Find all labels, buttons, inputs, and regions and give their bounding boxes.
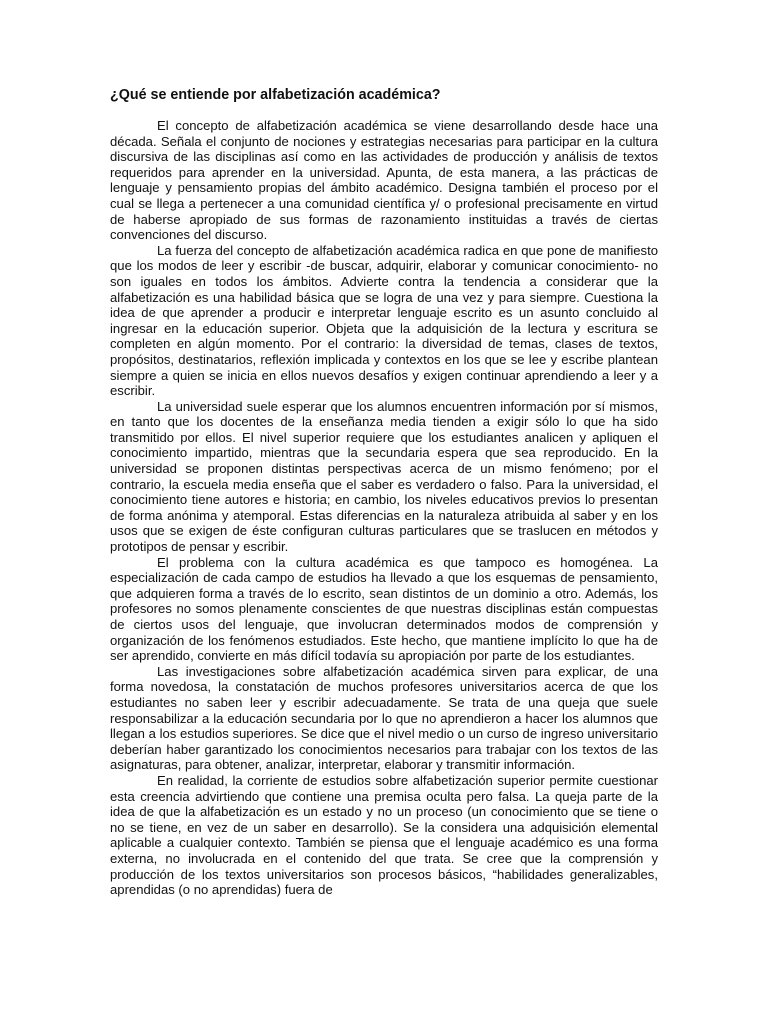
paragraph: Las investigaciones sobre alfabetización académica sirven para explicar, de una forma novedosa, la constatación de muchos profesores universitarios acerca de que los estudiantes no saben leer y escribir adecuadamente. Se trata de una queja que suele responsabilizar a la educación secundaria por lo que no aprendieron a hacer los alumnos que llegan a los estudios superiores. Se dice que el nivel medio o un curso de ingreso universitario deberían haber garantizado los conocimientos necesarios para trabajar con los textos de las asignaturas, para obtener, analizar, interpretar, elaborar y transmitir información.	[110, 663, 658, 773]
paragraph: La fuerza del concepto de alfabetización académica radica en que pone de manifiesto que los modos de leer y escribir -de buscar, adquirir, elaborar y comunicar conocimiento- no son iguales en todos los ámbitos. Advierte contra la tendencia a considerar que la alfabetización es una habilidad básica que se logra de una vez y para siempre. Cuestiona la idea de que aprender a producir e interpretar lenguaje escrito es un asunto concluido al ingresar en la educación superior. Objeta que la adquisición de la lectura y escritura se completen en algún momento. Por el contrario: la diversidad de temas, clases de textos, propósitos, destinatarios, reflexión implicada y contextos en los que se lee y escribe plantean siempre a quien se inicia en ellos nuevos desafíos y exigen continuar aprendiendo a leer y a escribir.	[110, 242, 658, 399]
document-title: ¿Qué se entiende por alfabetización académica?	[110, 87, 441, 103]
paragraph: El concepto de alfabetización académica se viene desarrollando desde hace una década. Señala el conjunto de nociones y estrategias necesarias para participar en la cultura discursiva de las disciplinas así como en las actividades de producción y análisis de textos requeridos para aprender en la universidad. Apunta, de esta manera, a las prácticas de lenguaje y pensamiento propias del ámbito académico. Designa también el proceso por el cual se llega a pertenecer a una comunidad científica y/ o profesional precisamente en virtud de haberse apropiado de sus formas de razonamiento instituidas a través de ciertas convenciones del discurso.	[110, 118, 658, 243]
paragraph: El problema con la cultura académica es que tampoco es homogénea. La especialización de cada campo de estudios ha llevado a que los esquemas de pensamiento, que adquieren forma a través de lo escrito, sean distintos de un dominio a otro. Además, los profesores no somos plenamente conscientes de que nuestras disciplinas están compuestas de ciertos usos del lenguaje, que involucran determinados modos de comprensión y organización de los fenómenos estudiados. Este hecho, que mantiene implícito lo que ha de ser aprendido, convierte en más difícil todavía su apropiación por parte de los estudiantes.	[110, 554, 658, 664]
paragraph: En realidad, la corriente de estudios sobre alfabetización superior permite cuestionar esta creencia advirtiendo que contiene una premisa oculta pero falsa. La queja parte de la idea de que la alfabetización es un estado y no un proceso (un conocimiento que se tiene o no se tiene, en vez de un saber en desarrollo). Se la considera una adquisición elemental aplicable a cualquier contexto. También se piensa que el lenguaje académico es una forma externa, no involucrada en el contenido del que trata. Se cree que la comprensión y producción de los textos universitarios son procesos básicos, “habilidades generalizables, aprendidas (o no aprendidas) fuera de	[110, 772, 658, 898]
document-page	[110, 86, 658, 898]
paragraph: La universidad suele esperar que los alumnos encuentren información por sí mismos, en tanto que los docentes de la enseñanza media tienden a exigir sólo lo que ha sido transmitido por ellos. El nivel superior requiere que los estudiantes analicen y apliquen el conocimiento impartido, mientras que la secundaria espera que sea reproducido. En la universidad se proponen distintas perspectivas acerca de un mismo fenómeno; por el contrario, la escuela media enseña que el saber es verdadero o falso. Para la universidad, el conocimiento tiene autores e historia; en cambio, los niveles educativos previos lo presentan de forma anónima y atemporal. Estas diferencias en la naturaleza atribuida al saber y en los usos que se exigen de éste configuran culturas particulares que se traslucen en métodos y prototipos de pensar y escribir.	[110, 398, 658, 555]
